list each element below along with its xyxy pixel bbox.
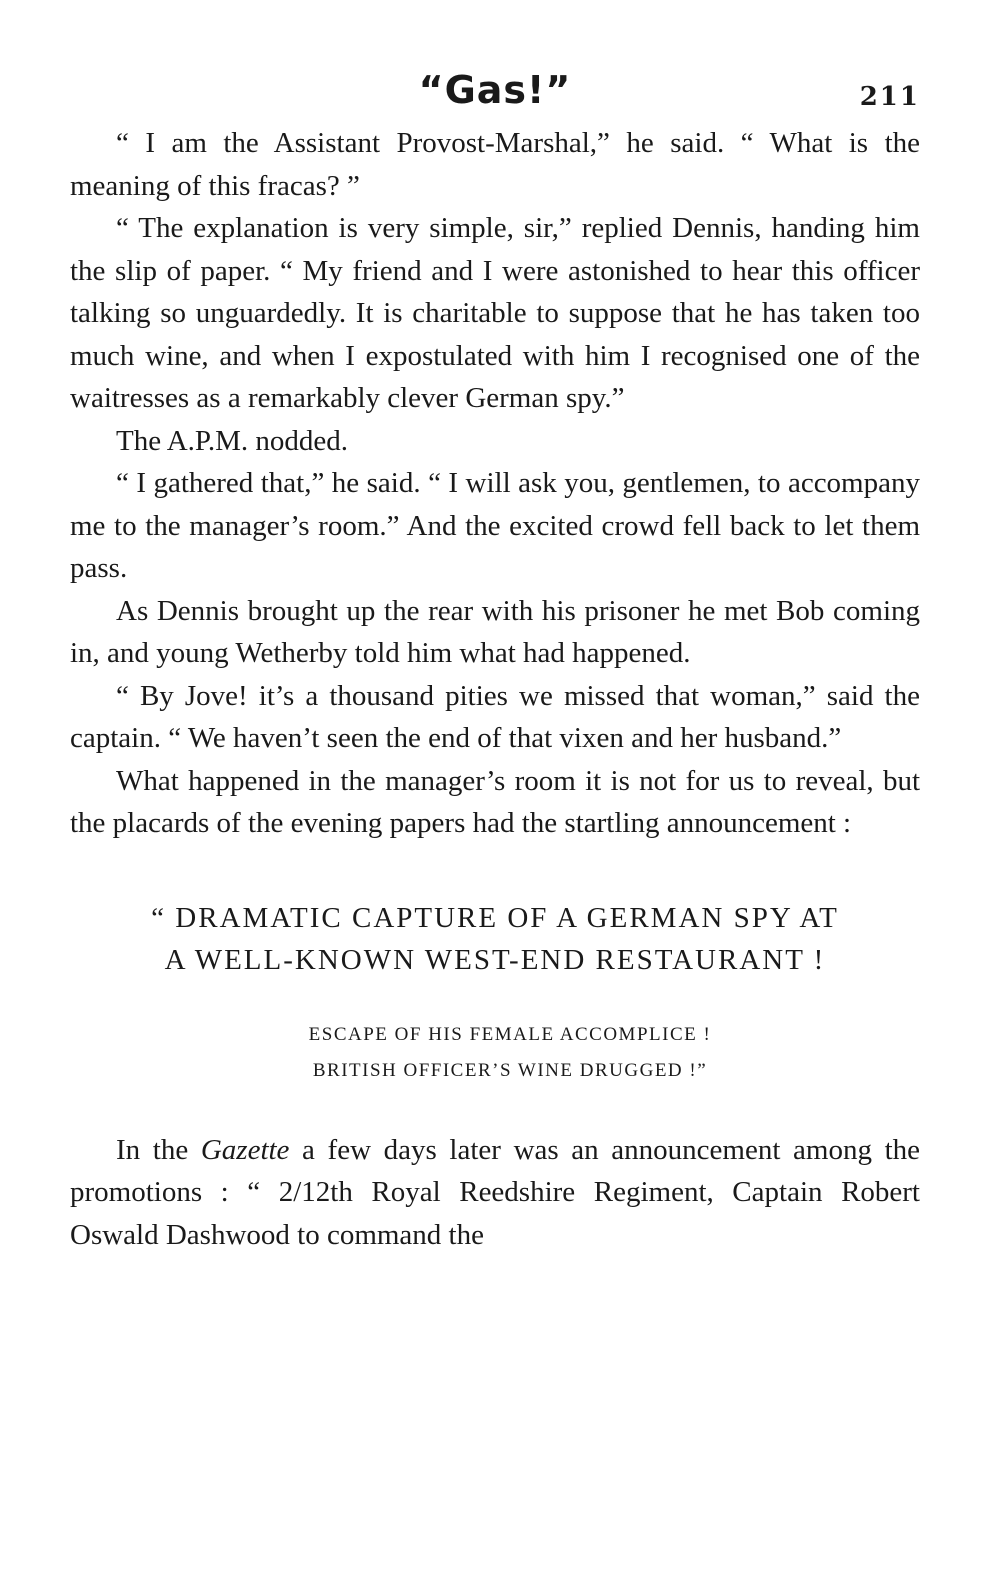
gazette-title: Gazette: [200, 1133, 290, 1166]
gazette-text-after: a few days later was an announcement among the promotions : “ 2/12th Royal Reedshire Regiment, Captain Robert Oswald Dashwood to command the: [70, 1133, 920, 1251]
page-number: 211: [859, 82, 920, 112]
paragraph-apm-nodded: The A.P.M. nodded.: [116, 424, 348, 457]
gazette-text-before: In the: [116, 1133, 201, 1166]
placard-headline: [70, 897, 920, 981]
placard-subheadline-line-2: BRITISH OFFICER’S WINE DRUGGED !”: [312, 1059, 708, 1081]
paragraph-apm-intro: “ I am the Assistant Provost-Marshal,” he said. “ What is the meaning of this fracas? ”: [70, 127, 920, 202]
paragraph-dennis-explanation: “ The explanation is very simple, sir,” replied Dennis, handing him the slip of paper. “ My friend and I were astonished to hear this officer talking so unguardedly. It is charitable to suppose that he has taken too much wine, and when I expostulated with him I recognised one of the waitresses as a remarkably clever German spy.”: [70, 212, 920, 414]
running-title: “Gas!”: [418, 68, 572, 112]
paragraph-dennis-meets-bob: As Dennis brought up the rear with his prisoner he met Bob coming in, and young Wetherby told him what had happened.: [70, 594, 920, 669]
running-head: [70, 60, 920, 122]
placard-subheadline: [70, 1017, 920, 1089]
placard-headline-line-1: “ DRAMATIC CAPTURE OF A GERMAN SPY AT: [151, 901, 839, 934]
paragraph-managers-room: What happened in the manager’s room it is not for us to reveal, but the placards of the evening papers had the startling announcement :: [70, 764, 920, 839]
paragraph-captain-remark: “ By Jove! it’s a thousand pities we missed that woman,” said the captain. “ We haven’t seen the end of that vixen and her husband.”: [70, 679, 920, 754]
paragraph-apm-gathered: “ I gathered that,” he said. “ I will ask you, gentlemen, to accompany me to the manager’s room.” And the excited crowd fell back to let them pass.: [70, 467, 920, 584]
placard-headline-line-2: A WELL-KNOWN WEST-END RESTAURANT !: [164, 943, 826, 976]
paragraph-gazette-announcement: [70, 1129, 920, 1257]
placard-subheadline-line-1: ESCAPE OF HIS FEMALE ACCOMPLICE !: [308, 1023, 712, 1045]
body-text: [70, 122, 920, 845]
book-page: [70, 60, 920, 1256]
final-paragraph-block: [70, 1129, 920, 1257]
